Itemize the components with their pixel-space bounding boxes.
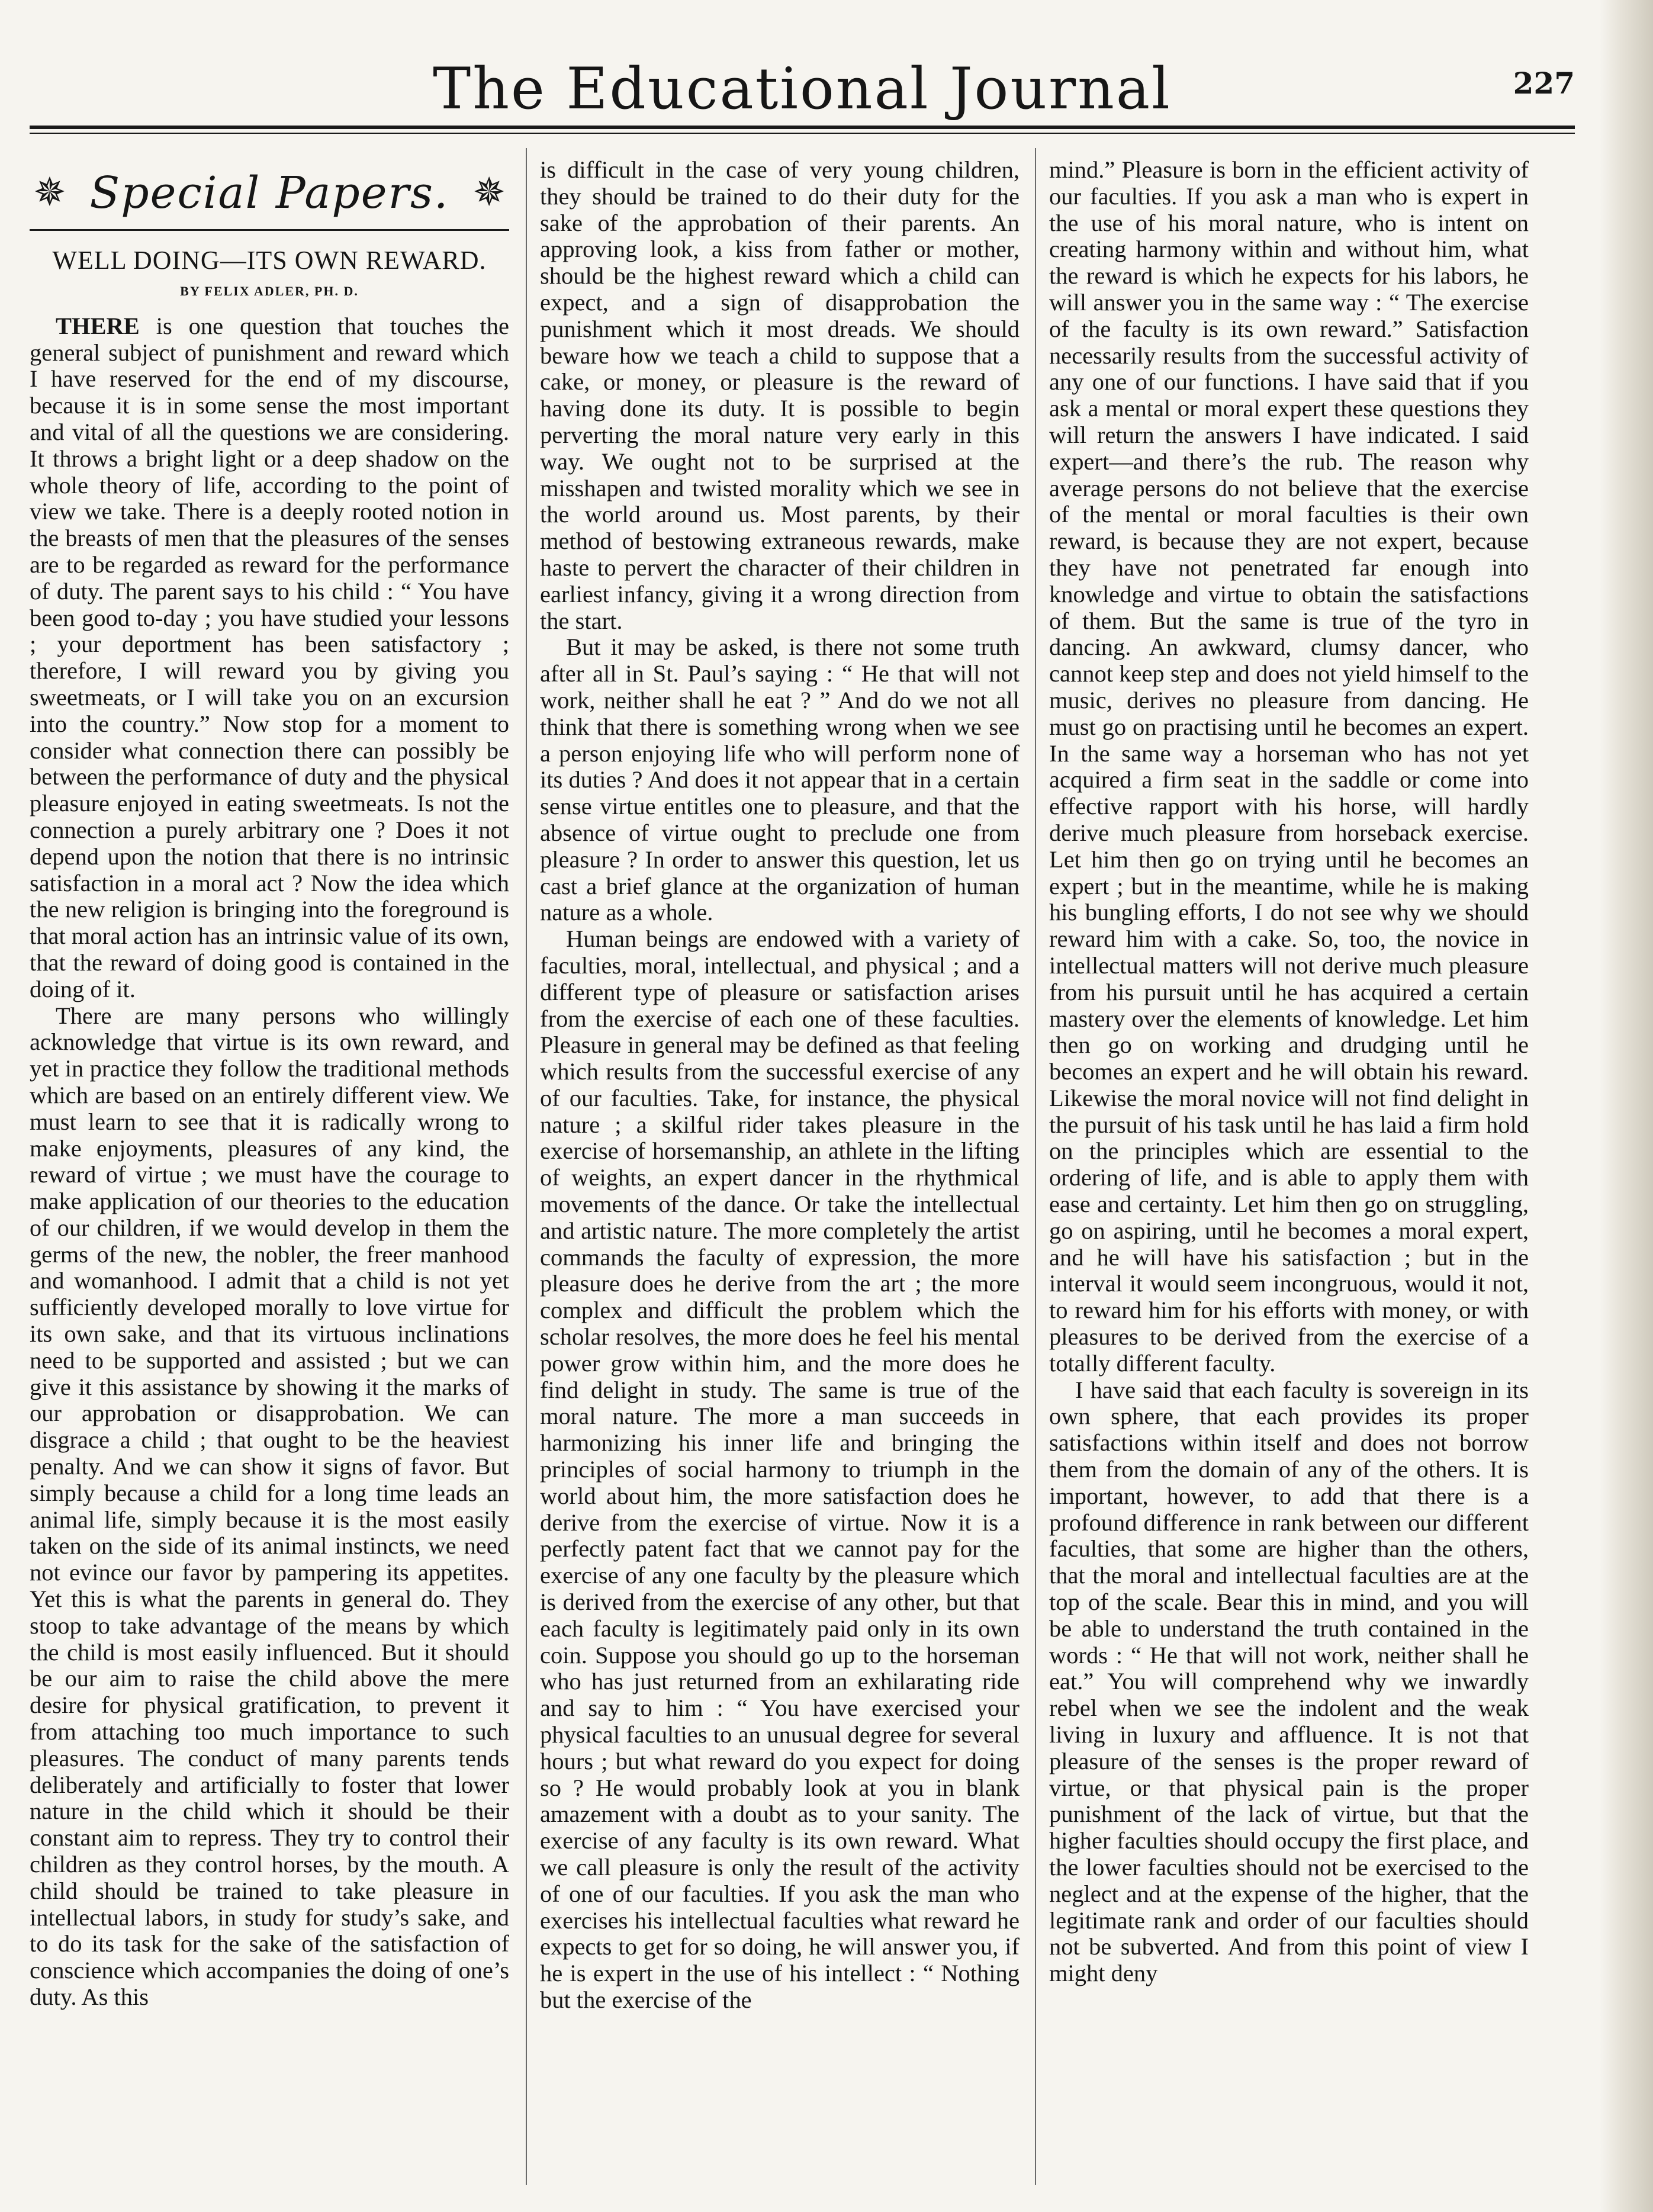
ornament-icon: ✵ bbox=[33, 171, 66, 214]
article-title: WELL DOING—ITS OWN REWARD. bbox=[52, 246, 487, 275]
section-heading bbox=[30, 157, 509, 231]
paragraph bbox=[30, 313, 509, 1003]
column-divider bbox=[1035, 148, 1036, 2185]
section-title: Special Papers. bbox=[89, 167, 449, 218]
journal-masthead: The Educational Journal bbox=[433, 56, 1172, 122]
paragraph-continued: mind.” Pleasure is born in the efficient activity of our faculties. If you ask a man who is expert in the use of his moral nature, who is intent on creating harmony within and without him, what the reward is which he expects for his labors, he will answer you in the same way : “ The exercise of the faculty is its own reward.” Satisfaction necessarily results from the successful activity of any one of our functions. I have said that if you ask a mental or moral expert these questions they will return the answers I have indicated. I said expert—and there’s the rub. The reason why average persons do not believe that the exercise of the mental or moral faculties is their own reward, is because they are not expert, because they have not penetrated far enough into knowledge and virtue to obtain the satisfactions of them. But the same is true of the tyro in dancing. An awkward, clumsy dancer, who cannot keep step and does not yield himself to the music, derives no pleasure from dancing. He must go on practising until he becomes an expert. In the same way a horseman who has not yet acquired a firm seat in the saddle or come into effective rapport with his horse, will hardly derive much pleasure from horseback exercise. Let him then go on trying until he becomes an expert ; but in the meantime, while he is making his bungling efforts, I do not see why we should reward him with a cake. So, too, the novice in intellectual matters will not derive much pleasure from his pursuit until he has acquired a certain mastery over the elements of knowledge. Let him then go on working and drudging until he becomes an expert and he will obtain his reward. Likewise the moral novice will not find delight in the pursuit of his task until he has laid a firm hold on the principles which are essential to the ordering of life, and is able to apply them with ease and certainty. Let him then go on struggling, go on aspiring, until he becomes a moral expert, and he will have his satisfaction ; but in the interval it would seem incongruous, would it not, to reward him for his efforts with money, or with pleasures to be derived from the exercise of a totally different faculty. bbox=[1049, 157, 1529, 1377]
article-byline: BY FELIX ADLER, PH. D. bbox=[180, 284, 359, 298]
column-2 bbox=[540, 157, 1020, 2194]
lead-word: THERE bbox=[56, 312, 140, 339]
paragraph: There are many persons who willingly acknowledge that virtue is its own reward, and yet in practice they follow the traditional methods which are based on an entirely different view. We must learn to see that it is radically wrong to make enjoyments, pleasures of any kind, the reward of virtue ; we must have the courage to make application of our theories to the education of our children, if we would develop in them the germs of the new, the nobler, the freer manhood and womanhood. I admit that a child is not yet sufficiently developed morally to love virtue for its own sake, and that its virtuous inclinations need to be supported and assisted ; but we can give it this assistance by showing it the marks of our approbation or disapprobation. We can disgrace a child ; that ought to be the heaviest penalty. And we can show it signs of favor. But simply because a child for a long time leads an animal life, simply because it is the most easily taken on the side of its animal instincts, we need not evince our favor by pampering its appetites. Yet this is what the parents in general do. They stoop to take advantage of the means by which the child is most easily influenced. But it should be our aim to raise the child above the mere desire for physical gratification, to prevent it from attaching too much importance to such pleasures. The conduct of many parents tends deliberately and artificially to foster that lower nature in the child which it should be their constant aim to repress. They try to control their children as they control horses, by the mouth. A child should be trained to take pleasure in intellectual labors, in study for study’s sake, and to do its task for the sake of the satisfaction of conscience which accompanies the doing of one’s duty. As this bbox=[30, 1002, 509, 2010]
ornament-icon: ✵ bbox=[472, 171, 506, 214]
paragraph: But it may be asked, is there not some truth after all in St. Paul’s saying : “ He that will not work, neither shall he eat ? ” And do we not all think that there is something wrong when we see a person enjoying life who will perform none of its duties ? And does it not appear that in a certain sense virtue entitles one to pleasure, and that the absence of virtue ought to preclude one from pleasure ? In order to answer this question, let us cast a brief glance at the organization of human nature as a whole. bbox=[540, 634, 1020, 926]
column-1 bbox=[30, 157, 509, 2194]
header-rule-thin bbox=[30, 133, 1575, 134]
paragraph-text: is one question that touches the general subject of punishment and reward which I have reserved for the end of my discourse, because it is in some sense the most important and vital of all the questions we are considering. It throws a bright light or a deep shadow on the whole theory of life, according to the point of view we take. There is a deeply rooted notion in the breasts of men that the pleasures of the senses are to be regarded as reward for the performance of duty. The parent says to his child : “ You have been good to-day ; you have studied your lessons ; your deportment has been satisfactory ; therefore, I will reward you by giving you sweetmeats, or I will take you on an excursion into the country.” Now stop for a moment to consider what connection there can possibly be between the performance of duty and the physical pleasure enjoyed in eating sweetmeats. Is not the connection a purely arbitrary one ? Does it not depend upon the notion that there is no intrinsic satisfaction in a moral act ? Now the idea which the new religion is bringing into the foreground is that moral action has an intrinsic value of its own, that the reward of doing good is contained in the doing of it. bbox=[30, 312, 509, 1002]
header-rule-thick bbox=[30, 126, 1575, 129]
page-edge-shadow bbox=[1600, 0, 1653, 2212]
paragraph: Human beings are endowed with a variety of faculties, moral, intellectual, and physical ; and a different type of pleasure or satisfaction arises from the exercise of each one of these faculties. Pleasure in general may be defined as that feeling which results from the successful exercise of any of our faculties. Take, for instance, the physical nature ; a skilful rider takes pleasure in the exercise of horsemanship, an athlete in the lifting of weights, an expert dancer in the rhythmical movements of the dance. Or take the intellectual and artistic nature. The more completely the artist commands the faculty of expression, the more pleasure does he derive from the art ; the more complex and difficult the problem which the scholar resolves, the more does he feel his mental power grow within him, and the more does he find delight in study. The same is true of the moral nature. The more a man succeeds in harmonizing his inner life and bringing the principles of social harmony to triumph in the world about him, the more satisfaction does he derive from the exercise of virtue. Now it is a perfectly patent fact that we cannot pay for the exercise of any one faculty by the pleasure which is derived from the exercise of any other, but that each faculty is legitimately paid only in its own coin. Suppose you should go up to the horseman who has just returned from an exhilarating ride and say to him : “ You have exercised your physical faculties to an unusual degree for several hours ; but what reward do you expect for doing so ? He would probably look at you in blank amazement with a doubt as to your sanity. The exercise of any faculty is its own reward. What we call pleasure is only the result of the activity of one of our faculties. If you ask the man who exercises his intellectual faculties what reward he expects to get for so doing, he will answer you, if he is expert in the use of his intellect : “ Nothing but the exercise of the bbox=[540, 925, 1020, 2013]
column-3 bbox=[1049, 157, 1529, 2194]
paragraph-continued: is difficult in the case of very young children, they should be trained to do their duty for the sake of the approbation of their parents. An approving look, a kiss from father or mother, should be the highest reward which a child can expect, and a sign of disapprobation the punishment which it most dreads. We should beware how we teach a child to suppose that a cake, or money, or pleasure is the reward of having done its duty. It is possible to begin perverting the moral nature very early in this way. We ought not to be surprised at the misshapen and twisted morality which we see in the world around us. Most parents, by their method of bestowing extraneous rewards, make haste to pervert the character of their children in earliest infancy, giving it a wrong direction from the start. bbox=[540, 157, 1020, 634]
page-number: 227 bbox=[1513, 66, 1575, 101]
page-header bbox=[30, 56, 1575, 121]
paragraph: I have said that each faculty is sovereign in its own sphere, that each provides its proper satisfactions within itself and does not borrow them from the domain of any of the others. It is important, however, to add that there is a profound difference in rank between our different faculties, that some are higher than the others, that the moral and intellectual faculties are at the top of the scale. Bear this in mind, and you will be able to understand the truth contained in the words : “ He that will not work, neither shall he eat.” You will comprehend why we inwardly rebel when we see the indolent and the weak living in luxury and affluence. It is not that pleasure of the senses is the proper reward of virtue, or that physical pain is the proper punishment of the lack of virtue, but that the higher faculties should occupy the first place, and the lower faculties should not be exercised to the neglect and at the expense of the higher, that the legitimate rank and order of our faculties should not be subverted. And from this point of view I might deny bbox=[1049, 1376, 1529, 1987]
column-divider bbox=[526, 148, 527, 2185]
